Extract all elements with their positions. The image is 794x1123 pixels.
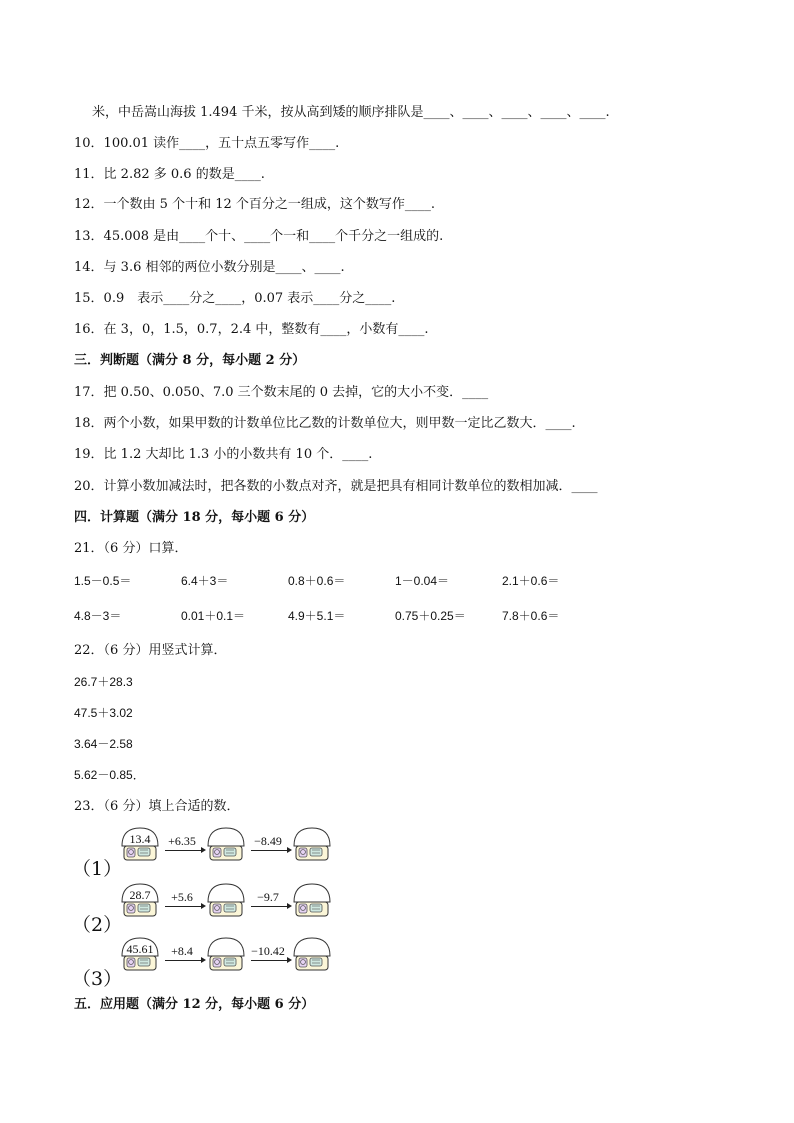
arrow-icon xyxy=(165,960,203,961)
oral-item: 1.5－0.5＝ xyxy=(74,574,132,588)
section-3-title: 三．判断题（满分 8 分，每小题 2 分） xyxy=(74,353,306,368)
q17: 17．把 0.50、0.050、7.0 三个数末尾的 0 去掉，它的大小不变．____ xyxy=(74,385,489,400)
chain-label: （2） xyxy=(72,914,123,936)
mushroom-house-icon xyxy=(204,936,248,974)
mushroom-house-icon xyxy=(204,882,248,920)
mushroom-house-icon xyxy=(204,826,248,864)
chain-start-value: 28.7 xyxy=(129,888,151,902)
vertical-item: 47.5＋3.02 xyxy=(74,706,133,720)
vertical-item: 26.7＋28.3 xyxy=(74,675,133,689)
section-4-title: 四．计算题（满分 18 分，每小题 6 分） xyxy=(74,510,315,525)
mushroom-house-icon xyxy=(290,826,334,864)
chain-1 xyxy=(72,826,362,880)
arrow-icon xyxy=(251,906,289,907)
oral-item: 4.9＋5.1＝ xyxy=(288,609,346,623)
q15: 15．0.9 表示____分之____，0.07 表示____分之____. xyxy=(74,291,396,306)
chain-op: +8.4 xyxy=(171,944,193,958)
q16: 16．在 3，0，1.5，0.7，2.4 中，整数有____，小数有____. xyxy=(74,322,429,337)
oral-item: 0.75＋0.25＝ xyxy=(395,609,466,623)
arrow-icon xyxy=(251,850,289,851)
chain-label: （1） xyxy=(72,858,123,880)
q19: 19．比 1.2 大却比 1.3 小的小数共有 10 个．____. xyxy=(74,447,373,462)
oral-item: 4.8－3＝ xyxy=(74,609,122,623)
chain-label: （3） xyxy=(72,968,123,990)
vertical-item: 5.62－0.85． xyxy=(74,768,145,782)
q10: 10．100.01 读作____，五十点五零写作____. xyxy=(74,136,340,151)
vertical-item: 3.64－2.58 xyxy=(74,737,133,751)
chain-3 xyxy=(72,936,362,990)
chain-start-value: 13.4 xyxy=(129,832,151,846)
q13: 13．45.008 是由____个十、____个一和____个千分之一组成的. xyxy=(74,229,444,244)
arrow-icon xyxy=(165,850,203,851)
chain-start-value: 45.61 xyxy=(126,942,154,956)
q12: 12．一个数由 5 个十和 12 个百分之一组成，这个数写作____. xyxy=(74,197,436,212)
chain-op: −9.7 xyxy=(257,890,279,904)
q18: 18．两个小数，如果甲数的计数单位比乙数的计数单位大，则甲数一定比乙数大．____. xyxy=(74,416,576,431)
oral-item: 2.1＋0.6＝ xyxy=(502,574,560,588)
arrow-icon xyxy=(165,906,203,907)
mushroom-house-icon xyxy=(290,882,334,920)
chain-2 xyxy=(72,882,362,936)
oral-item: 1－0.04＝ xyxy=(395,574,450,588)
chain-op: +5.6 xyxy=(171,890,193,904)
q21: 21．（6 分）口算． xyxy=(74,541,188,556)
q22: 22．（6 分）用竖式计算． xyxy=(74,643,227,658)
oral-item: 6.4＋3＝ xyxy=(181,574,229,588)
chain-op: +6.35 xyxy=(168,834,196,848)
mushroom-house-icon xyxy=(118,882,162,920)
arrow-icon xyxy=(251,960,289,961)
section-5-title: 五．应用题（满分 12 分，每小题 6 分） xyxy=(74,997,315,1012)
q14: 14．与 3.6 相邻的两位小数分别是____、____. xyxy=(74,260,345,275)
oral-item: 0.8＋0.6＝ xyxy=(288,574,346,588)
mushroom-house-icon xyxy=(118,936,162,974)
oral-item: 7.8＋0.6＝ xyxy=(502,609,560,623)
mushroom-house-icon xyxy=(118,826,162,864)
q11: 11．比 2.82 多 0.6 的数是____. xyxy=(74,167,265,182)
mushroom-house-icon xyxy=(290,936,334,974)
q23: 23．（6 分）填上合适的数． xyxy=(74,799,240,814)
chain-op: −10.42 xyxy=(251,944,285,958)
q9-continuation: 米，中岳嵩山海拔 1.494 千米，按从高到矮的顺序排队是____、____、____、____、____. xyxy=(92,105,610,120)
q20: 20．计算小数加减法时，把各数的小数点对齐，就是把具有相同计数单位的数相加减．____ xyxy=(74,479,598,494)
oral-item: 0.01＋0.1＝ xyxy=(181,609,246,623)
chain-op: −8.49 xyxy=(254,834,282,848)
